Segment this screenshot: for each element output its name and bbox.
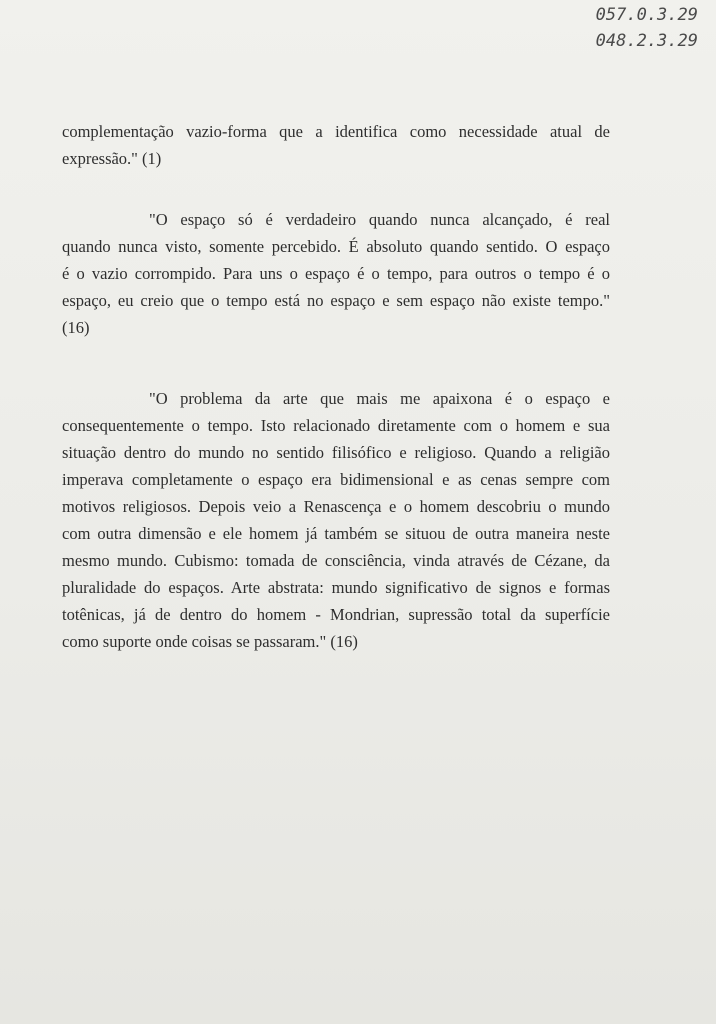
text-line: complementação vazio-forma que a identifica como necessidade atual de <box>62 122 610 141</box>
text-line: com outra dimensão e ele homem já também se situou de outra maneira neste <box>62 524 610 543</box>
paragraph-continuation <box>62 118 610 172</box>
text-line: situação dentro do mundo no sentido filisófico e religioso. Quando a religião <box>62 443 610 462</box>
annotation-line: 057.0.3.29 <box>595 5 698 25</box>
text-line: consequentemente o tempo. Isto relacionado diretamente com o homem e sua <box>62 416 610 435</box>
quote-paragraph-art <box>62 385 610 655</box>
handwritten-annotation <box>568 2 698 54</box>
text-line: "O espaço só é verdadeiro quando nunca alcançado, é real <box>149 210 610 229</box>
text-line: (16) <box>62 318 90 337</box>
text-line: totênicas, já de dentro do homem - Mondrian, supressão total da superfície <box>62 605 610 624</box>
text-line: motivos religiosos. Depois veio a Renascença e o homem descobriu o mundo <box>62 497 610 516</box>
text-line: "O problema da arte que mais me apaixona é o espaço e <box>149 389 610 408</box>
text-line: quando nunca visto, somente percebido. É absoluto quando sentido. O espaço <box>62 237 610 256</box>
text-line: como suporte onde coisas se passaram." (16) <box>62 632 358 651</box>
text-line: é o vazio corrompido. Para uns o espaço é o tempo, para outros o tempo é o <box>62 264 610 283</box>
text-line: pluralidade do espaços. Arte abstrata: mundo significativo de signos e formas <box>62 578 610 597</box>
text-line: mesmo mundo. Cubismo: tomada de consciência, vinda através de Cézane, da <box>62 551 610 570</box>
annotation-line: 048.2.3.29 <box>595 31 698 51</box>
quote-paragraph-space <box>62 206 610 341</box>
text-line: imperava completamente o espaço era bidimensional e as cenas sempre com <box>62 470 610 489</box>
text-line: espaço, eu creio que o tempo está no espaço e sem espaço não existe tempo." <box>62 291 610 310</box>
text-line: expressão." (1) <box>62 149 162 168</box>
